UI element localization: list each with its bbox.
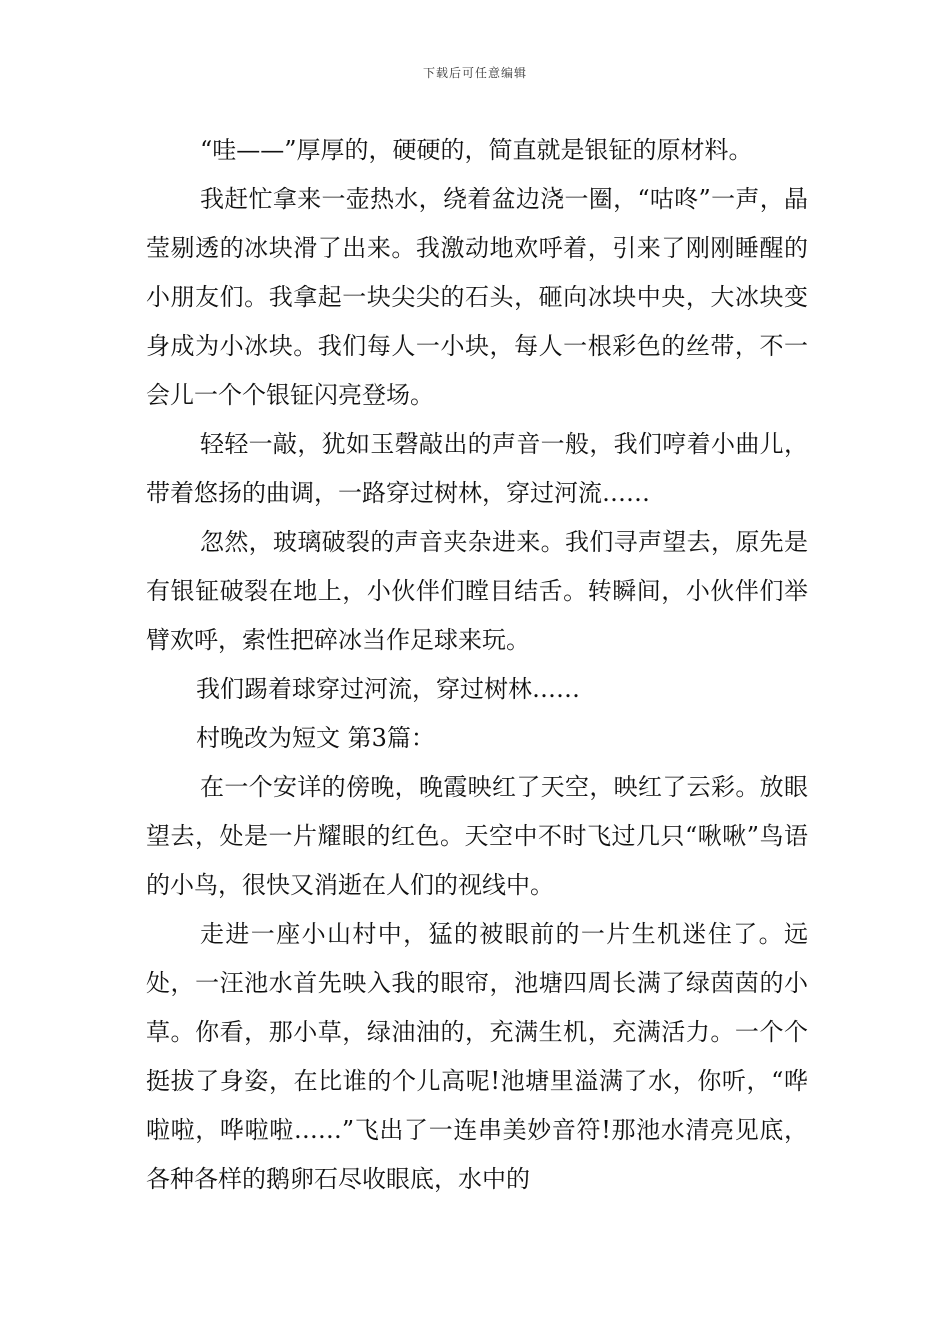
paragraph: 轻轻一敲，犹如玉磬敲出的声音一般，我们哼着小曲儿，带着悠扬的曲调，一路穿过树林，穿过河流……: [146, 430, 808, 507]
paragraph: 走进一座小山村中，猛的被眼前的一片生机迷住了。远处，一汪池水首先映入我的眼帘，池塘四周长满了绿茵茵的小草。你看，那小草，绿油油的，充满生机，充满活力。一个个挺拔了身姿，在比谁的个儿高呢!池塘里溢满了水，你听，“哗啦啦，哗啦啦……”飞出了一连串美妙音符!那池水清亮见底，各种各样的鹅卵石尽收眼底，水中的: [146, 920, 808, 1193]
paragraph: “哇——”厚厚的，硬硬的，简直就是银钲的原材料。: [200, 136, 753, 164]
document-body: [146, 126, 808, 1204]
paragraph: 我们踢着球穿过河流，穿过树林……: [196, 675, 580, 703]
section-heading: 村晚改为短文 第3篇：: [196, 724, 435, 752]
paragraph: 忽然，玻璃破裂的声音夹杂进来。我们寻声望去，原先是有银钲破裂在地上，小伙伴们瞠目结舌。转瞬间，小伙伴们举臂欢呼，索性把碎冰当作足球来玩。: [146, 528, 808, 654]
page-header: 下载后可任意编辑: [422, 66, 527, 80]
paragraph: 在一个安详的傍晚，晚霞映红了天空，映红了云彩。放眼望去，处是一片耀眼的红色。天空中不时飞过几只“啾啾”鸟语的小鸟，很快又消逝在人们的视线中。: [146, 773, 808, 899]
paragraph: 我赶忙拿来一壶热水，绕着盆边浇一圈，“咕咚”一声，晶莹剔透的冰块滑了出来。我激动地欢呼着，引来了刚刚睡醒的小朋友们。我拿起一块尖尖的石头，砸向冰块中央，大冰块变身成为小冰块。我们每人一小块，每人一根彩色的丝带，不一会儿一个个银钲闪亮登场。: [146, 185, 808, 409]
